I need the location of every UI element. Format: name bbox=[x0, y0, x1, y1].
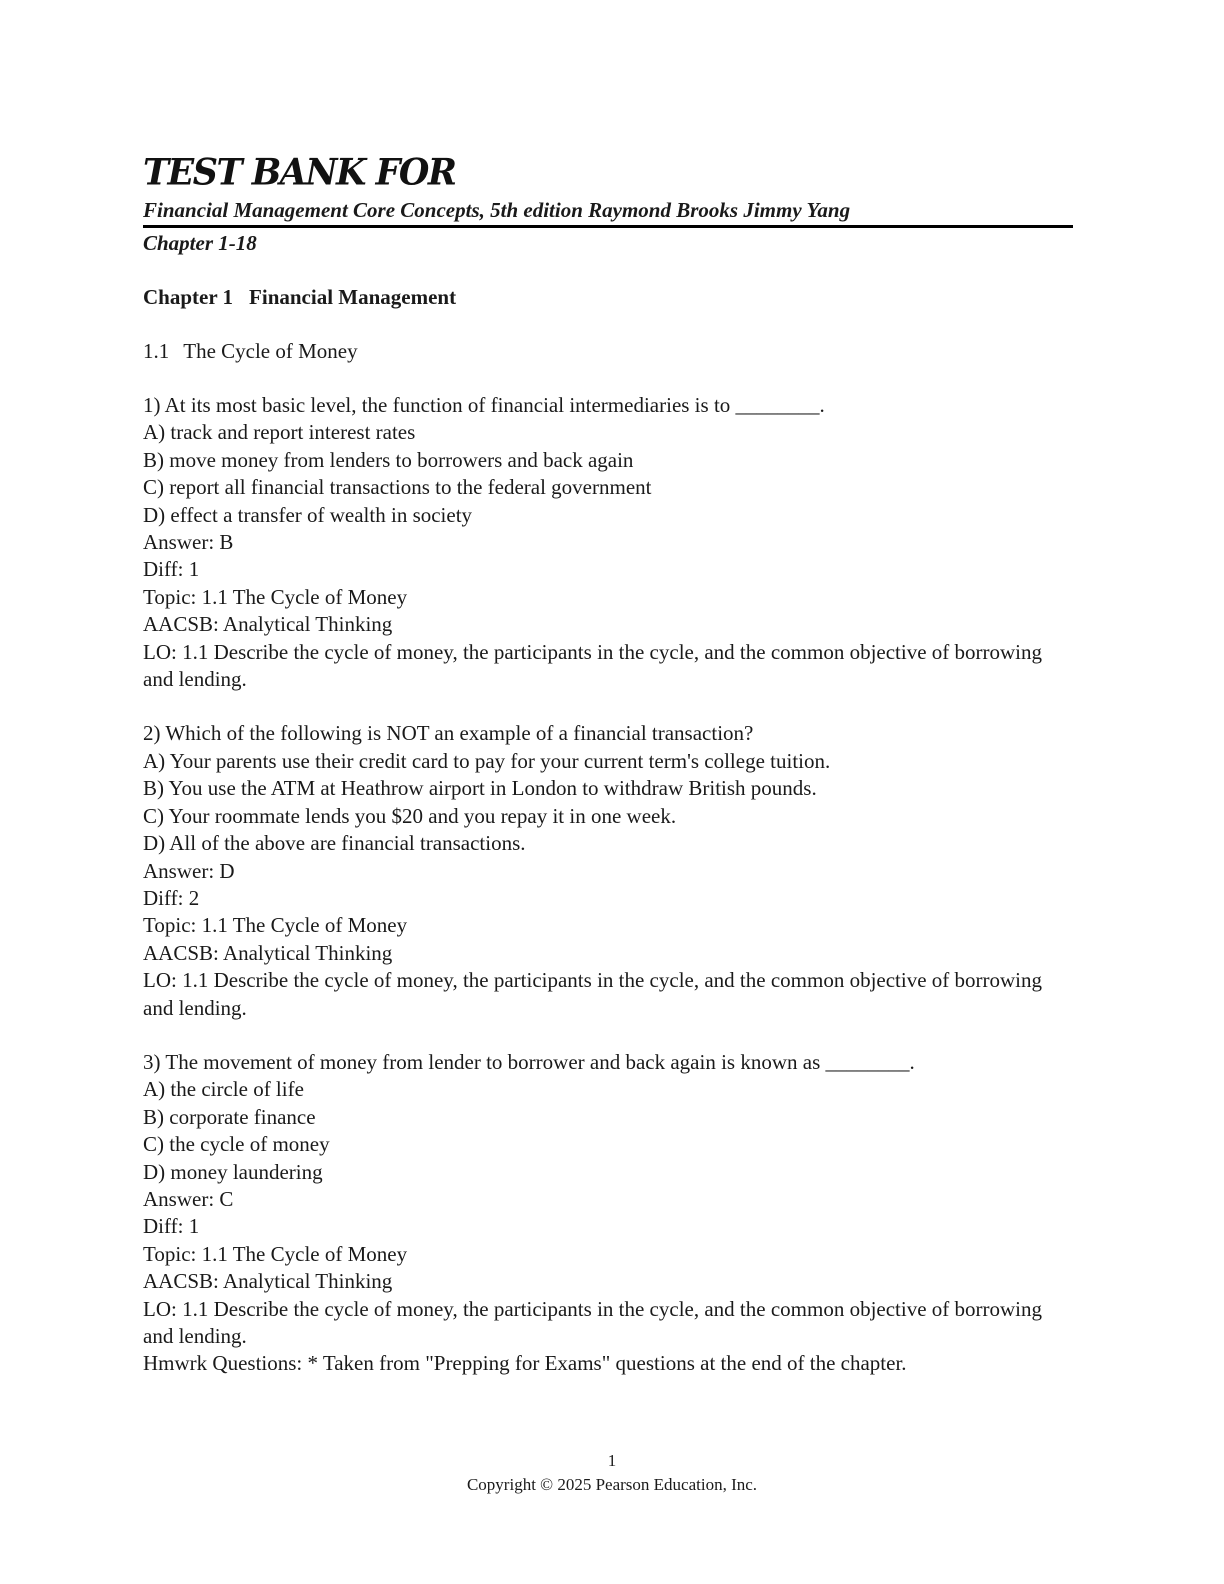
option-a: A) track and report interest rates bbox=[143, 420, 416, 445]
learning-objective: LO: 1.1 Describe the cycle of money, the participants in the cycle, and the common objective of borrowing and lending. bbox=[143, 1296, 1043, 1348]
learning-objective: LO: 1.1 Describe the cycle of money, the participants in the cycle, and the common objective of borrowing and lending. bbox=[143, 639, 1043, 692]
question-stem: 2) Which of the following is NOT an example of a financial transaction? bbox=[143, 721, 754, 746]
option-c: C) Your roommate lends you $20 and you repay it in one week. bbox=[143, 803, 677, 828]
answer: Answer: C bbox=[143, 1186, 234, 1211]
topic: Topic: 1.1 The Cycle of Money bbox=[143, 913, 408, 938]
book-title: Financial Management Core Concepts, 5th edition Raymond Brooks Jimmy Yang bbox=[143, 196, 1073, 228]
option-b: B) move money from lenders to borrowers and back again bbox=[143, 447, 634, 472]
aacsb: AACSB: Analytical Thinking bbox=[143, 1269, 393, 1294]
chapter-heading bbox=[143, 283, 1073, 311]
aacsb: AACSB: Analytical Thinking bbox=[143, 612, 393, 637]
document-page bbox=[143, 150, 1073, 1378]
option-d: D) money laundering bbox=[143, 1159, 323, 1184]
section-title: The Cycle of Money bbox=[183, 339, 358, 363]
option-d: D) effect a transfer of wealth in society bbox=[143, 502, 473, 527]
option-b: B) corporate finance bbox=[143, 1104, 316, 1129]
section-heading bbox=[143, 337, 1073, 365]
question-stem: 1) At its most basic level, the function of financial intermediaries is to ________. bbox=[143, 393, 825, 417]
test-bank-title: TEST BANK FOR bbox=[143, 151, 456, 195]
question-1 bbox=[143, 392, 1073, 693]
difficulty: Diff: 1 bbox=[143, 1214, 200, 1239]
option-c: C) report all financial transactions to the federal government bbox=[143, 475, 652, 500]
answer: Answer: D bbox=[143, 858, 235, 883]
chapter-number: Chapter 1 bbox=[143, 285, 234, 309]
difficulty: Diff: 1 bbox=[143, 557, 200, 582]
question-3 bbox=[143, 1049, 1073, 1378]
question-stem: 3) The movement of money from lender to borrower and back again is known as ________. bbox=[143, 1049, 915, 1074]
topic: Topic: 1.1 The Cycle of Money bbox=[143, 584, 408, 609]
homework-note: Hmwrk Questions: * Taken from "Prepping for Exams" questions at the end of the chapter. bbox=[143, 1351, 907, 1376]
page-number: 1 bbox=[607, 1451, 617, 1470]
aacsb: AACSB: Analytical Thinking bbox=[143, 940, 393, 965]
page-footer bbox=[0, 1449, 1224, 1497]
option-c: C) the cycle of money bbox=[143, 1132, 330, 1157]
option-a: A) the circle of life bbox=[143, 1077, 304, 1102]
option-d: D) All of the above are financial transactions. bbox=[143, 831, 526, 856]
learning-objective: LO: 1.1 Describe the cycle of money, the participants in the cycle, and the common objective of borrowing and lending. bbox=[143, 968, 1043, 1020]
answer: Answer: B bbox=[143, 530, 234, 555]
section-number: 1.1 bbox=[143, 339, 170, 363]
option-a: A) Your parents use their credit card to pay for your current term's college tuition. bbox=[143, 748, 831, 773]
option-b: B) You use the ATM at Heathrow airport in London to withdraw British pounds. bbox=[143, 776, 817, 801]
chapter-range: Chapter 1-18 bbox=[143, 231, 257, 255]
question-2 bbox=[143, 720, 1073, 1021]
difficulty: Diff: 2 bbox=[143, 885, 200, 910]
topic: Topic: 1.1 The Cycle of Money bbox=[143, 1241, 408, 1266]
copyright: Copyright © 2025 Pearson Education, Inc. bbox=[466, 1475, 758, 1494]
chapter-title: Financial Management bbox=[249, 285, 457, 309]
